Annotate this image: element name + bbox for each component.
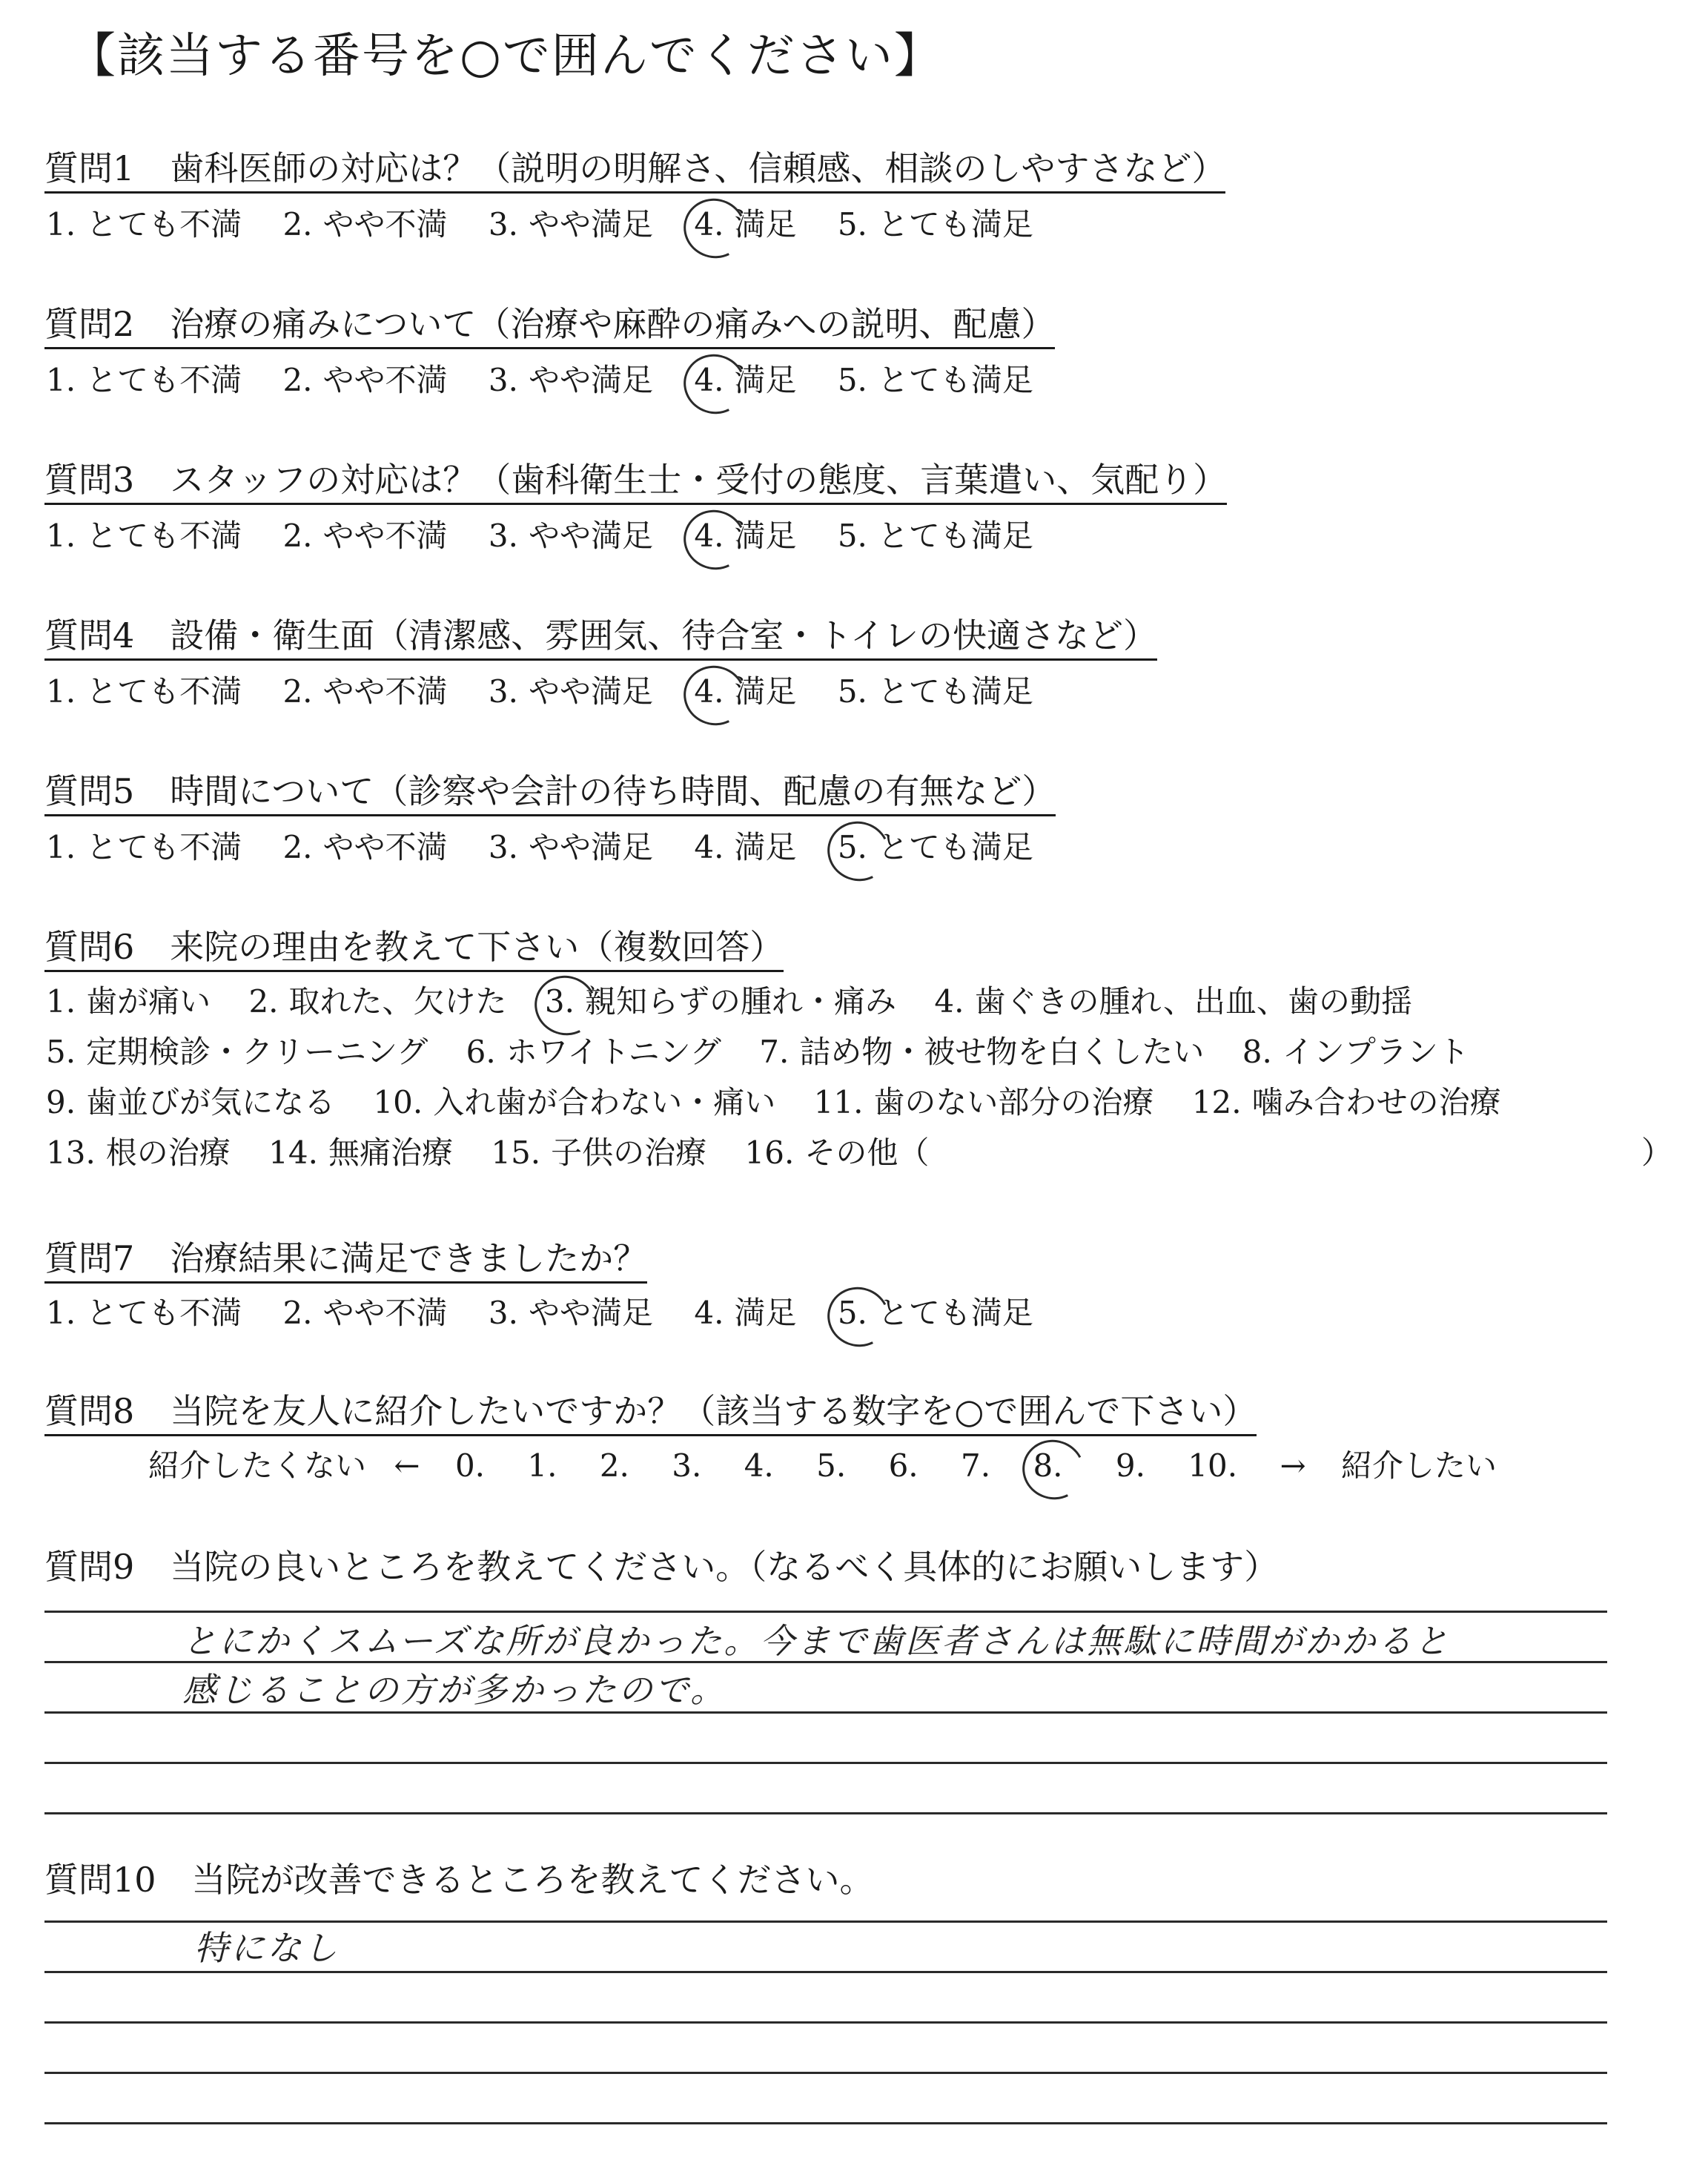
question-5-title [44, 771, 1056, 816]
scale-value-0[interactable]: 0. [454, 1447, 486, 1484]
scale-value-8-selected[interactable]: 8. [1033, 1450, 1073, 1482]
scale-value-3[interactable]: 3. [672, 1447, 702, 1484]
scale-value-9[interactable]: 9. [1115, 1447, 1145, 1484]
answer-line [44, 2021, 1607, 2024]
question-text: 来院の理由を教えて下さい（複数回答） [170, 927, 784, 967]
answer-line [44, 1971, 1607, 1973]
reason-option-15[interactable]: 15. 子供の治療 [491, 1135, 707, 1171]
option-4-selected[interactable]: 4. 満足 [694, 521, 796, 552]
reason-option-8[interactable]: 8. インプラント [1242, 1034, 1469, 1070]
reason-option-4[interactable]: 4. 歯ぐきの腫れ、出血、歯の動揺 [934, 983, 1412, 1020]
question-text: スタッフの対応は？（歯科衛生士・受付の態度、言葉遣い、気配り） [170, 460, 1228, 500]
scale-value-6[interactable]: 6. [888, 1447, 918, 1484]
question-text: 当院を友人に紹介したいですか？（該当する数字を○で囲んで下さい） [170, 1391, 1257, 1431]
question-2-title [44, 304, 1056, 349]
option-1[interactable]: 1. とても不満 [46, 1295, 242, 1331]
reason-option-6[interactable]: 6. ホワイトニング [466, 1034, 721, 1070]
scale-value-2[interactable]: 2. [599, 1447, 629, 1484]
question-number: 質問10 [44, 1860, 156, 1900]
reason-option-5[interactable]: 5. 定期検診・クリーニング [46, 1034, 428, 1070]
question-number: 質問6 [44, 927, 135, 967]
option-4[interactable]: 4. 満足 [694, 829, 797, 865]
question-text: 当院が改善できるところを教えてください。 [191, 1860, 874, 1900]
question-6-options-row-1 [46, 983, 1440, 1020]
option-5-selected[interactable]: 5. とても満足 [838, 1298, 1033, 1329]
question-7-title [44, 1238, 648, 1284]
option-2[interactable]: 2. やや不満 [282, 673, 448, 710]
question-text: 設備・衛生面（清潔感、雰囲気、待合室・トイレの快適さなど） [170, 615, 1157, 655]
answer-line [44, 1611, 1607, 1613]
question-number: 質問5 [44, 771, 135, 811]
right-arrow-icon: → [1280, 1447, 1306, 1484]
question-5-options [46, 829, 1065, 865]
hand-circle-mark [527, 968, 605, 1043]
scale-value-1[interactable]: 1. [527, 1447, 557, 1484]
answer-line [44, 1661, 1607, 1663]
option-3[interactable]: 3. やや満足 [488, 673, 653, 710]
answer-line [44, 1762, 1607, 1764]
scale-value-10[interactable]: 10. [1188, 1447, 1238, 1484]
hand-circle-mark [676, 658, 754, 733]
question-number: 質問4 [44, 615, 135, 655]
q10-handwritten-answer[interactable]: 特になし [194, 1928, 340, 1968]
question-6-options-row-4 [46, 1137, 1677, 1169]
option-4-selected[interactable]: 4. 満足 [694, 209, 796, 240]
reason-option-10[interactable]: 10. 入れ歯が合わない・痛い [373, 1084, 776, 1120]
scale-value-4[interactable]: 4. [744, 1447, 774, 1484]
option-4[interactable]: 4. 満足 [694, 1295, 797, 1331]
question-8-title [44, 1391, 1257, 1436]
question-number: 質問8 [44, 1391, 135, 1431]
reason-option-9[interactable]: 9. 歯並びが気になる [46, 1084, 336, 1120]
reason-option-1[interactable]: 1. 歯が痛い [46, 983, 211, 1020]
scale-value-5[interactable]: 5. [816, 1447, 847, 1484]
option-5[interactable]: 5. とても満足 [837, 206, 1033, 242]
hand-circle-mark [820, 813, 898, 889]
reason-option-7[interactable]: 7. 詰め物・被せ物を白くしたい [759, 1034, 1205, 1070]
option-1[interactable]: 1. とても不満 [46, 829, 242, 865]
option-2[interactable]: 2. やや不満 [282, 206, 448, 242]
option-5[interactable]: 5. とても満足 [837, 518, 1033, 554]
question-text: 当院の良いところを教えてください。（なるべく具体的にお願いします） [170, 1547, 1279, 1587]
option-2[interactable]: 2. やや不満 [282, 1295, 448, 1331]
question-10-title [44, 1860, 874, 1903]
question-text: 治療の痛みについて（治療や麻酔の痛みへの説明、配慮） [170, 304, 1056, 344]
reason-option-2[interactable]: 2. 取れた、欠けた [248, 983, 507, 1020]
option-1[interactable]: 1. とても不満 [46, 518, 242, 554]
question-number: 質問9 [44, 1547, 135, 1587]
reason-option-16[interactable]: 16. その他（ [744, 1135, 930, 1171]
reason-option-13[interactable]: 13. 根の治療 [46, 1135, 231, 1171]
reason-option-14[interactable]: 14. 無痛治療 [268, 1135, 453, 1171]
answer-line [44, 2072, 1607, 2074]
question-text: 歯科医師の対応は？（説明の明解さ、信頼感、相談のしやすさなど） [170, 148, 1226, 188]
question-number: 質問3 [44, 460, 135, 500]
answer-line [44, 2122, 1607, 2124]
option-3[interactable]: 3. やや満足 [488, 518, 653, 554]
question-3-title [44, 460, 1228, 505]
q9-handwritten-answer-line-2[interactable]: 感じることの方が多かったので。 [182, 1670, 727, 1710]
hand-circle-mark [820, 1279, 898, 1355]
scale-value-7[interactable]: 7. [961, 1447, 991, 1484]
hand-circle-mark [1015, 1432, 1093, 1507]
option-5[interactable]: 5. とても満足 [837, 362, 1033, 398]
other-close-paren: ） [1641, 1135, 1673, 1171]
left-arrow-icon: ← [394, 1447, 420, 1484]
answer-line [44, 1711, 1607, 1714]
question-1-options [46, 206, 1065, 242]
option-3[interactable]: 3. やや満足 [488, 362, 653, 398]
option-3[interactable]: 3. やや満足 [488, 206, 653, 242]
hand-circle-mark [676, 191, 754, 266]
option-5-selected[interactable]: 5. とても満足 [838, 832, 1033, 863]
instructions-header: 【該当する番号を○で囲んでください】 [68, 29, 943, 84]
answer-line [44, 1920, 1607, 1923]
question-6-options-row-2 [46, 1034, 1497, 1070]
hand-circle-mark [676, 346, 754, 422]
question-text: 時間について（診察や会計の待ち時間、配慮の有無など） [170, 771, 1056, 811]
option-2[interactable]: 2. やや不満 [282, 362, 448, 398]
question-9-title [44, 1547, 1279, 1590]
option-4-selected[interactable]: 4. 満足 [694, 676, 796, 707]
question-6-options-row-3 [46, 1084, 1529, 1120]
option-3[interactable]: 3. やや満足 [488, 1295, 653, 1331]
option-3[interactable]: 3. やや満足 [488, 829, 653, 865]
question-1-title [44, 148, 1226, 194]
reason-option-3-selected[interactable]: 3. 親知らずの腫れ・痛み [545, 986, 896, 1017]
reason-option-11[interactable]: 11. 歯のない部分の治療 [813, 1084, 1154, 1120]
recommend-scale [148, 1447, 1515, 1484]
answer-line [44, 1812, 1607, 1814]
question-4-options [46, 673, 1065, 710]
option-1[interactable]: 1. とても不満 [46, 362, 242, 398]
option-4-selected[interactable]: 4. 満足 [694, 365, 796, 396]
question-text: 治療結果に満足できましたか？ [170, 1238, 648, 1278]
question-2-options [46, 362, 1065, 398]
reason-option-12[interactable]: 12. 噛み合わせの治療 [1191, 1084, 1501, 1120]
question-3-options [46, 518, 1065, 554]
question-number: 質問1 [44, 148, 135, 188]
option-2[interactable]: 2. やや不満 [282, 518, 448, 554]
question-number: 質問2 [44, 304, 135, 344]
question-7-options [46, 1295, 1065, 1331]
hand-circle-mark [676, 502, 754, 578]
question-6-title [44, 927, 784, 972]
scale-right-caption: 紹介したい [1341, 1447, 1497, 1484]
q9-handwritten-answer-line-1[interactable]: とにかくスムーズな所が良かった。今まで歯医者さんは無駄に時間がかかると [182, 1621, 1451, 1661]
option-5[interactable]: 5. とても満足 [837, 673, 1033, 710]
option-1[interactable]: 1. とても不満 [46, 673, 242, 710]
option-2[interactable]: 2. やや不満 [282, 829, 448, 865]
question-number: 質問7 [44, 1238, 135, 1278]
scale-left-caption: 紹介したくない [148, 1447, 367, 1484]
question-4-title [44, 615, 1157, 661]
option-1[interactable]: 1. とても不満 [46, 206, 242, 242]
